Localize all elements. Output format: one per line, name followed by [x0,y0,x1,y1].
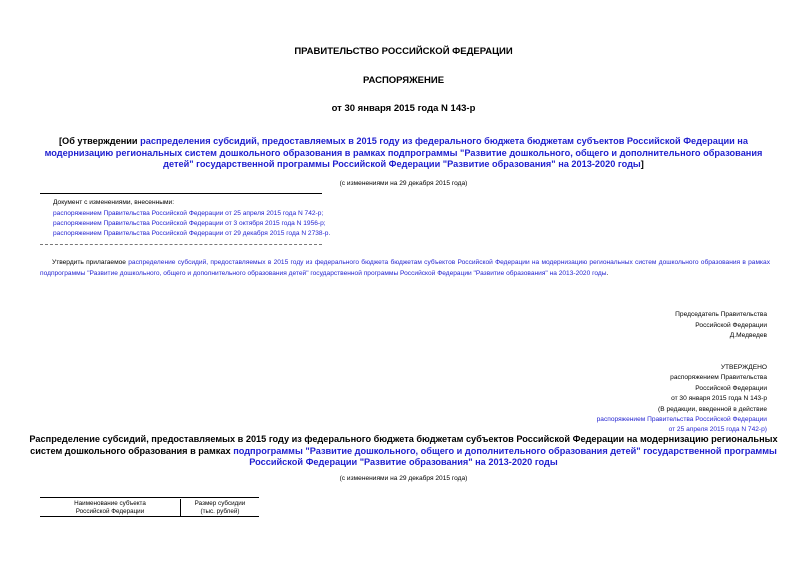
approved-by: распоряжением Правительства [670,374,767,382]
table-header-subsidy-line1: Размер субсидии [194,500,246,507]
approved-edition-link[interactable]: распоряжением Правительства Российской Федерации [596,416,767,424]
approved-date: от 30 января 2015 года N 143-р [671,395,767,403]
title-link[interactable]: распределения субсидий, предоставляемых в 2015 году из федерального бюджета бюджетам субъектов Российской Федерации на модернизацию региональных систем дошкольного образования в рамках подпрограммы "Развитие дошкольного, общего и дополнительного образования детей" государственной программы Российской Федерации "Развитие образования" на 2013-2020 годы [44,136,763,170]
approve-word: Утвердить прилагаемое [52,259,129,266]
amendments-bottom-divider [40,244,322,245]
table-header-region [40,499,181,517]
amendments-heading: Документ с изменениями, внесенными: [53,199,175,206]
distribution-title-line2-plain: систем дошкольного образования в рамках [30,445,234,456]
title-prefix: [Об утверждении [59,136,141,146]
subsidy-table [40,499,259,517]
table-header-row [40,499,259,517]
table-header-subsidy [181,499,260,517]
signature-country: Российской Федерации [695,321,767,329]
approved-country: Российской Федерации [695,384,767,392]
table-header-region-line1: Наименование субъекта [74,500,146,507]
title-suffix: ] [640,159,644,170]
distribution-title-line1: Распределение субсидий, предоставляемых в 2015 году из федерального бюджета бюджетам субъектов Российской Федерации на модернизацию региональных [29,434,778,444]
approved-edition-link-date[interactable]: от 25 апреля 2015 года N 742-р) [668,426,767,434]
document-date-number: от 30 января 2015 года N 143-р [331,103,476,114]
approved-edition-note: (В редакции, введенной в действие [658,405,767,413]
approved-block [597,363,767,436]
approve-link[interactable]: распределение субсидий, предоставляемых в 2015 году из федерального бюджета бюджетам субъектов Российской Федерации на модернизацию региональных систем дошкольного образования в рамках подпрограммы "Развитие дошкольного, общего и дополнительного образования детей" государственной программы Российской Федерации "Развитие образования" на 2013-2020 годы [40,259,771,277]
distribution-title [20,434,787,469]
signature-position: Председатель Правительства [675,311,767,318]
signature-name: Д.Медведев [729,332,767,339]
amendments-top-divider [40,193,322,194]
signature-block [675,310,767,342]
government-heading: ПРАВИТЕЛЬСТВО РОССИЙСКОЙ ФЕДЕРАЦИИ [294,46,513,57]
amendment-link-2[interactable]: распоряжением Правительства Российской Федерации от 3 октября 2015 года N 1956-р; [53,220,326,227]
distribution-title-line3-link[interactable]: Российской Федерации "Развитие образования" на 2013-2020 годы [249,457,558,468]
table-header-subsidy-line2: (тыс. рублей) [200,508,240,515]
document-type: РАСПОРЯЖЕНИЕ [362,75,445,86]
table-header-region-line2: Российской Федерации [75,508,145,515]
table-header-bottom-border [40,516,259,517]
table-top-border [40,497,259,498]
distribution-title-line2-link[interactable]: подпрограммы "Развитие дошкольного, общего и дополнительного образования детей" государственной программы [233,445,777,456]
title-changes-note: (с изменениями на 29 декабря 2015 года) [339,180,468,187]
amendment-link-3[interactable]: распоряжением Правительства Российской Федерации от 29 декабря 2015 года N 2738-р. [53,230,331,237]
approved-label: УТВЕРЖДЕНО [720,364,767,371]
document-title [30,136,777,171]
amendment-link-1[interactable]: распоряжением Правительства Российской Федерации от 25 апреля 2015 года N 742-р; [53,210,324,217]
approve-end: . [606,270,609,277]
distribution-changes-note: (с изменениями на 29 декабря 2015 года) [339,475,468,482]
approve-paragraph [40,257,770,279]
